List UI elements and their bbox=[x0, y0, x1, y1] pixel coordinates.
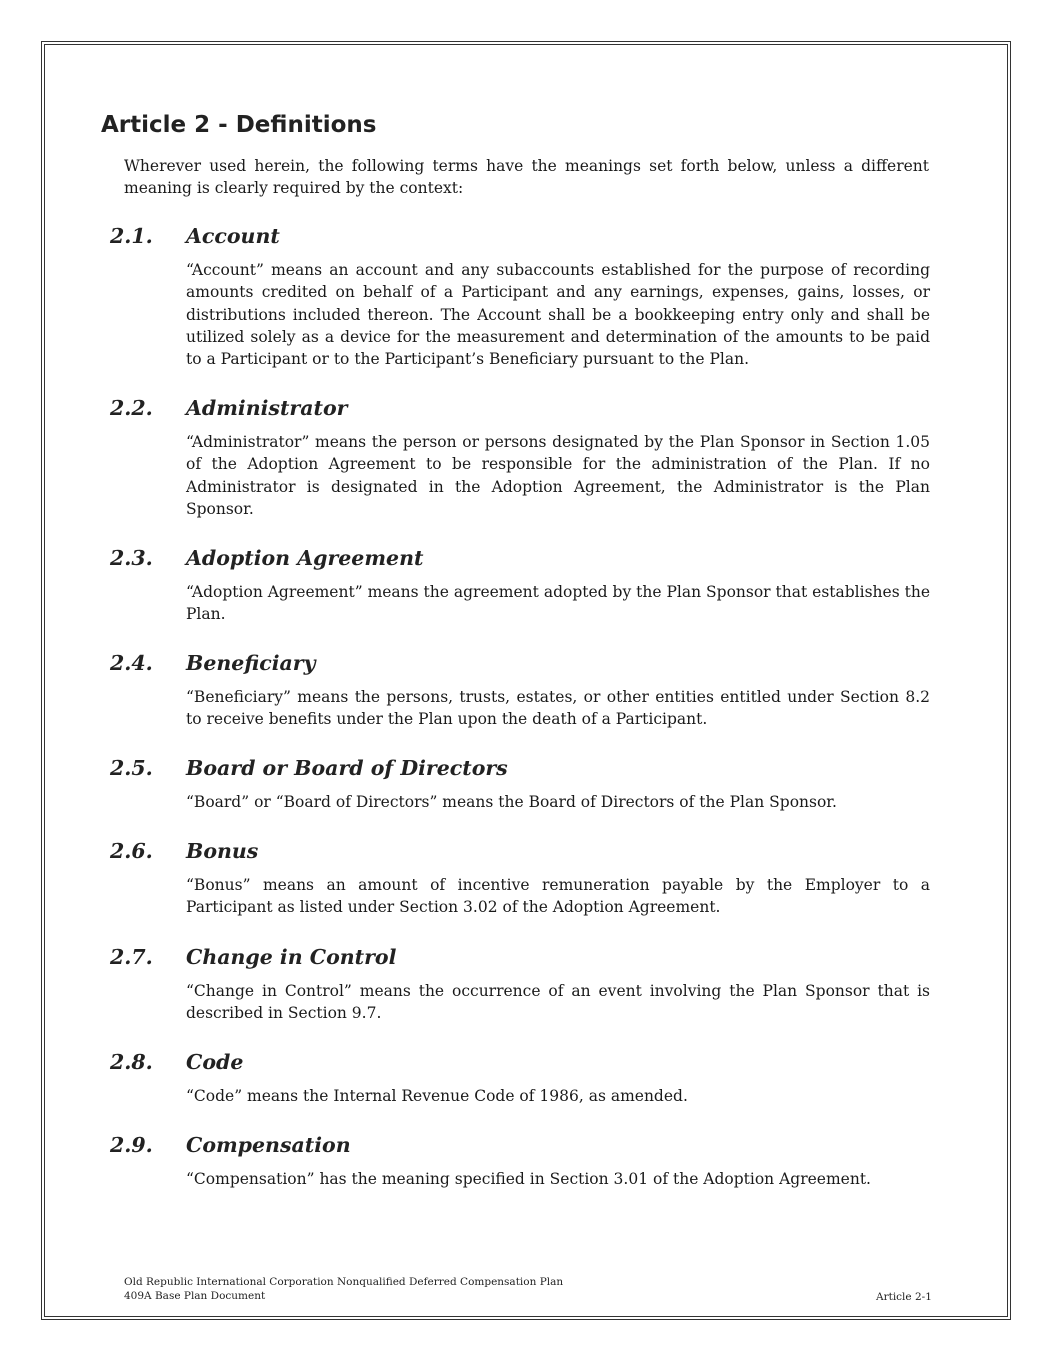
section-title: Bonus bbox=[186, 839, 259, 863]
article-title: Article 2 - Definitions bbox=[101, 112, 377, 138]
section-body: “Account” means an account and any subaccounts established for the purpose of recording amounts credited on behalf of a Participant and any earnings, expenses, gains, losses, or distributions included thereon. The Account shall be a bookkeeping entry only and shall be utilized solely as a device for the measurement and determination of the amounts to be paid to a Participant or to the Participant’s Beneficiary pursuant to the Plan. bbox=[186, 261, 930, 369]
section-title: Beneficiary bbox=[186, 651, 316, 675]
section-title: Administrator bbox=[186, 396, 348, 420]
section-body: “Adoption Agreement” means the agreement adopted by the Plan Sponsor that establishes the Plan. bbox=[186, 583, 930, 624]
section-number: 2.8. bbox=[110, 1050, 153, 1074]
section-title: Account bbox=[186, 224, 280, 248]
section-body: “Compensation” has the meaning specified in Section 3.01 of the Adoption Agreement. bbox=[186, 1170, 871, 1188]
section-number: 2.5. bbox=[110, 756, 153, 780]
section-body: “Bonus” means an amount of incentive remuneration payable by the Employer to a Participant as listed under Section 3.02 of the Adoption Agreement. bbox=[186, 876, 930, 917]
article-intro: Wherever used herein, the following terms have the meanings set forth below, unless a different meaning is clearly required by the context: bbox=[124, 157, 929, 198]
section-number: 2.6. bbox=[110, 839, 153, 863]
section-body: “Beneficiary” means the persons, trusts, estates, or other entities entitled under Section 8.2 to receive benefits under the Plan upon the death of a Participant. bbox=[186, 688, 930, 729]
section-title: Board or Board of Directors bbox=[186, 756, 508, 780]
section-body: “Change in Control” means the occurrence of an event involving the Plan Sponsor that is described in Section 9.7. bbox=[186, 982, 930, 1023]
section-number: 2.2. bbox=[110, 396, 153, 420]
section-number: 2.3. bbox=[110, 546, 153, 570]
section-body: “Administrator” means the person or persons designated by the Plan Sponsor in Section 1.05 of the Adoption Agreement to be responsible for the administration of the Plan. If no Administrator is designated in the Adoption Agreement, the Administrator is the Plan Sponsor. bbox=[186, 433, 930, 518]
section-body: “Board” or “Board of Directors” means the Board of Directors of the Plan Sponsor. bbox=[186, 793, 837, 811]
section-number: 2.1. bbox=[110, 224, 153, 248]
section-body: “Code” means the Internal Revenue Code of 1986, as amended. bbox=[186, 1087, 688, 1105]
footer-document-type: 409A Base Plan Document bbox=[124, 1290, 266, 1302]
section-number: 2.4. bbox=[110, 651, 153, 675]
section-number: 2.7. bbox=[110, 945, 153, 969]
footer-page-label: Article 2-1 bbox=[876, 1291, 932, 1303]
footer-plan-name: Old Republic International Corporation Nonqualified Deferred Compensation Plan bbox=[124, 1276, 564, 1288]
section-number: 2.9. bbox=[110, 1133, 153, 1157]
section-title: Adoption Agreement bbox=[186, 546, 424, 570]
section-title: Compensation bbox=[186, 1133, 351, 1157]
section-title: Code bbox=[186, 1050, 244, 1074]
footer-document-info bbox=[124, 1275, 563, 1303]
section-title: Change in Control bbox=[186, 945, 397, 969]
